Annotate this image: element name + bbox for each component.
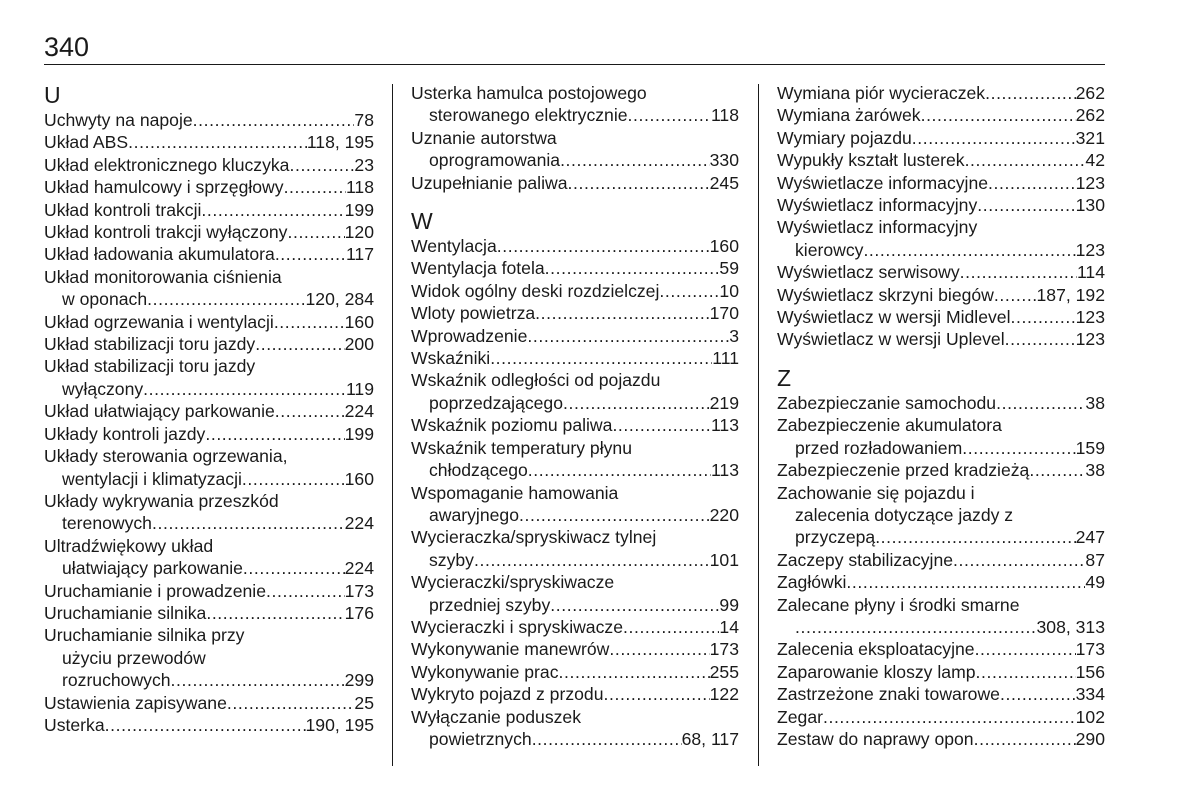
dot-leader: [275, 243, 346, 265]
entry-page-ref: 59: [719, 258, 739, 279]
index-entry: [777, 392, 1105, 414]
entry-page-ref: 299: [344, 670, 374, 691]
dot-leader: [623, 616, 719, 638]
entry-page-ref: 123: [1075, 307, 1105, 328]
entry-term: Wentylacja: [411, 236, 497, 257]
entry-page-ref: 14: [719, 616, 739, 637]
dot-leader: [975, 638, 1076, 660]
entry-term: Układ ABS: [44, 132, 129, 153]
dot-leader: [255, 333, 344, 355]
index-entry: [44, 490, 374, 535]
entry-page-ref: 23: [354, 154, 374, 175]
entry-page-ref: 321: [1075, 127, 1105, 148]
entry-term: przyczepą: [795, 527, 876, 548]
entry-page-ref: 330: [709, 150, 739, 171]
entry-text-line: Układ stabilizacji toru jazdy: [44, 356, 256, 377]
entry-page-ref: 120, 284: [305, 289, 374, 310]
dot-leader: [994, 284, 1037, 306]
section-letter: U: [44, 82, 61, 108]
dot-leader: [287, 221, 344, 243]
entry-text-line: Wyłączanie poduszek: [411, 706, 582, 727]
entry-term: Wykryto pojazd z przodu: [411, 684, 604, 705]
dot-leader: [962, 437, 1075, 459]
entry-term: Wyświetlacz skrzyni biegów: [777, 284, 994, 305]
entry-page-ref: 99: [719, 594, 739, 615]
entry-page-ref: 123: [1075, 172, 1105, 193]
entry-text-line: Wskaźnik odległości od pojazdu: [411, 370, 661, 391]
entry-term: Wloty powietrza: [411, 303, 536, 324]
index-entry: [777, 661, 1105, 683]
index-entry: [777, 149, 1105, 171]
entry-term: oprogramowania: [429, 150, 561, 171]
index-entry: [44, 714, 374, 736]
index-entry: [777, 706, 1105, 728]
entry-term: Układ kontroli trakcji: [44, 199, 202, 220]
index-entry: [777, 194, 1105, 216]
entry-page-ref: 290: [1075, 728, 1105, 749]
dot-leader: [545, 257, 720, 279]
entry-page-ref: 38: [1085, 392, 1105, 413]
entry-page-ref: 42: [1085, 150, 1105, 171]
index-entry: [44, 243, 374, 265]
entry-term: Układy kontroli jazdy: [44, 423, 206, 444]
entry-term: Układ elektronicznego kluczyka: [44, 154, 290, 175]
entry-text-line: Zachowanie się pojazdu i: [777, 482, 975, 503]
index-entry: [411, 347, 739, 369]
entry-term: Układ stabilizacji toru jazdy: [44, 334, 256, 355]
entry-term: kierowcy: [795, 239, 864, 260]
entry-term: wyłączony: [62, 378, 144, 399]
entry-term: chłodzącego: [429, 460, 528, 481]
dot-leader: [243, 557, 345, 579]
index-entry: [411, 616, 739, 638]
entry-page-ref: 173: [709, 639, 739, 660]
entry-term: Układ kontroli trakcji wyłączony: [44, 222, 288, 243]
dot-leader: [497, 235, 710, 257]
index-entry: [411, 369, 739, 414]
section-letter: W: [411, 208, 433, 235]
entry-page-ref: 262: [1075, 105, 1105, 126]
index-entry: [411, 257, 739, 279]
entry-page-ref: 101: [709, 549, 739, 570]
index-entry: [777, 638, 1105, 660]
dot-leader: [550, 594, 719, 616]
entry-term: Wycieraczki i spryskiwacze: [411, 616, 623, 637]
entry-term: Uchwyty na napoje: [44, 110, 193, 130]
entry-term: Widok ogólny deski rozdzielczej: [411, 280, 660, 301]
entry-term: Układ ładowania akumulatora: [44, 244, 275, 265]
entry-page-ref: 68, 117: [681, 728, 739, 749]
index-entry: [44, 445, 374, 490]
index-entry: [44, 400, 374, 422]
entry-text-line: Wspomaganie hamowania: [411, 482, 619, 503]
index-entry: [44, 580, 374, 602]
entry-term: Wyświetlacz w wersji Midlevel: [777, 307, 1011, 328]
page-number: 340: [44, 32, 90, 62]
index-section: [777, 365, 1105, 751]
dot-leader: [863, 239, 1075, 261]
index-entry: [777, 549, 1105, 571]
index-entry: [44, 355, 374, 400]
dot-leader: [921, 104, 1076, 126]
entry-term: Zagłówki: [777, 572, 847, 593]
entry-page-ref: 111: [712, 348, 739, 369]
column-divider-2: [758, 84, 759, 766]
index-entry: [44, 221, 374, 243]
entry-term: Wypukły kształt lusterek: [777, 150, 965, 171]
entry-page-ref: 200: [344, 334, 374, 355]
entry-text-line: Usterka hamulca postojowego: [411, 83, 647, 103]
index-entry: [411, 172, 739, 194]
dot-leader: [559, 661, 710, 683]
dot-leader: [147, 288, 305, 310]
dot-leader: [105, 714, 306, 736]
entry-term: Zabezpieczenie przed kradzieżą: [777, 460, 1030, 481]
index-entry: [777, 414, 1105, 459]
section-letter: Z: [777, 364, 792, 391]
index-entry: [777, 459, 1105, 481]
entry-text-line: Układ monitorowania ciśnienia: [44, 266, 282, 287]
dot-leader: [965, 149, 1086, 171]
index-entry: [411, 661, 739, 683]
entry-page-ref: 334: [1075, 684, 1105, 705]
dot-leader: [206, 602, 344, 624]
entry-page-ref: 3: [729, 325, 739, 346]
dot-leader: [474, 549, 710, 571]
entry-page-ref: 78: [354, 110, 374, 130]
index-entry: [411, 414, 739, 436]
dot-leader: [193, 109, 355, 131]
dot-leader: [528, 459, 711, 481]
entry-term: ułatwiający parkowanie: [62, 558, 243, 579]
entry-page-ref: 199: [344, 199, 374, 220]
entry-term: wentylacji i klimatyzacji: [62, 468, 242, 489]
entry-page-ref: 118: [345, 177, 374, 198]
index-entry: [411, 325, 739, 347]
entry-page-ref: 224: [344, 513, 374, 534]
entry-text-line: Układy sterowania ogrzewania,: [44, 446, 288, 467]
entry-page-ref: 173: [344, 580, 374, 601]
entry-term: Uruchamianie silnika: [44, 602, 207, 623]
entry-term: Uzupełnianie paliwa: [411, 172, 568, 193]
entry-text-line: Zalecane płyny i środki smarne: [777, 594, 1020, 615]
index-entry: [777, 172, 1105, 194]
dot-leader: [568, 172, 710, 194]
index-entry: [777, 328, 1105, 350]
index-section: [411, 82, 739, 194]
entry-term: Wskaźnik poziomu paliwa: [411, 415, 613, 436]
index-entry: [44, 131, 374, 153]
entry-term: terenowych: [62, 513, 152, 534]
index-entry: [777, 594, 1105, 639]
entry-term: Wyświetlacz informacyjny: [777, 195, 978, 216]
dot-leader: [823, 706, 1076, 728]
entry-term: Zaczepy stabilizacyjne: [777, 549, 954, 570]
entry-page-ref: 160: [709, 236, 739, 257]
dot-leader: [976, 661, 1076, 683]
entry-page-ref: 130: [1075, 195, 1105, 216]
index-column-2: [411, 82, 739, 750]
entry-term: awaryjnego: [429, 504, 519, 525]
entry-text-line: Wyświetlacz informacyjny: [777, 217, 978, 238]
entry-page-ref: 122: [709, 684, 739, 705]
entry-page-ref: 87: [1085, 549, 1105, 570]
entry-term: rozruchowych: [62, 670, 171, 691]
dot-leader: [519, 504, 710, 526]
entry-text-line: Wskaźnik temperatury płynu: [411, 437, 632, 458]
index-entry: [777, 482, 1105, 549]
entry-page-ref: 262: [1075, 83, 1105, 103]
entry-page-ref: 118, 195: [306, 132, 374, 153]
dot-leader: [996, 392, 1085, 414]
dot-leader: [977, 194, 1075, 216]
dot-leader: [953, 549, 1085, 571]
dot-leader: [266, 580, 345, 602]
entry-term: Zabezpieczanie samochodu: [777, 392, 997, 413]
dot-leader: [152, 512, 345, 534]
index-entry: [411, 638, 739, 660]
index-entry: [44, 199, 374, 221]
dot-leader: [275, 400, 345, 422]
entry-page-ref: 224: [344, 401, 374, 422]
index-entry: [44, 692, 374, 714]
entry-page-ref: 224: [344, 558, 374, 579]
index-entry: [44, 535, 374, 580]
entry-page-ref: 114: [1076, 262, 1105, 283]
entry-term: Zalecenia eksploatacyjne: [777, 639, 975, 660]
dot-leader: [974, 728, 1076, 750]
dot-leader: [128, 131, 307, 153]
entry-page-ref: 219: [709, 392, 739, 413]
entry-text-line: Zabezpieczenie akumulatora: [777, 415, 1002, 436]
dot-leader: [242, 468, 345, 490]
entry-term: przed rozładowaniem: [795, 437, 963, 458]
entry-term: Wyświetlacz w wersji Uplevel: [777, 329, 1005, 350]
index-entry: [411, 235, 739, 257]
index-section: [411, 208, 739, 750]
index-entry: [777, 127, 1105, 149]
entry-page-ref: 10: [719, 280, 739, 301]
index-entry: [777, 284, 1105, 306]
index-entry: [777, 104, 1105, 126]
index-column-1: [44, 82, 374, 736]
index-section: [777, 82, 1105, 351]
entry-term: Wentylacja fotela: [411, 258, 545, 279]
entry-term: sterowanego elektrycznie: [429, 105, 628, 126]
entry-term: Ustawienia zapisywane: [44, 692, 227, 713]
entry-term: Wymiary pojazdu: [777, 127, 912, 148]
dot-leader: [201, 199, 344, 221]
index-entry: [411, 571, 739, 616]
index-entry: [44, 176, 374, 198]
entry-page-ref: 118: [710, 105, 739, 126]
dot-leader: [1011, 306, 1076, 328]
dot-leader: [603, 683, 709, 705]
dot-leader: [560, 149, 710, 171]
entry-page-ref: 25: [354, 692, 374, 713]
index-entry: [777, 82, 1105, 104]
entry-term: przedniej szyby: [429, 594, 551, 615]
index-entry: [411, 280, 739, 302]
dot-leader: [795, 616, 1037, 638]
dot-leader: [985, 82, 1076, 104]
entry-term: Wskaźniki: [411, 348, 491, 369]
entry-page-ref: 160: [344, 311, 374, 332]
dot-leader: [988, 172, 1076, 194]
entry-page-ref: 123: [1075, 329, 1105, 350]
entry-page-ref: 220: [709, 504, 739, 525]
entry-term: Zegar: [777, 706, 823, 727]
entry-text-line: Uznanie autorstwa: [411, 127, 557, 148]
entry-term: Układ ogrzewania i wentylacji: [44, 311, 274, 332]
dot-leader: [527, 325, 729, 347]
dot-leader: [284, 176, 346, 198]
dot-leader: [846, 571, 1085, 593]
dot-leader: [490, 347, 712, 369]
entry-term: Uruchamianie i prowadzenie: [44, 580, 266, 601]
index-entry: [411, 82, 739, 127]
dot-leader: [289, 154, 354, 176]
entry-text-line: użyciu przewodów: [62, 647, 206, 668]
entry-page-ref: 173: [1075, 639, 1105, 660]
dot-leader: [171, 669, 345, 691]
entry-term: Zastrzeżone znaki towarowe: [777, 684, 1000, 705]
entry-term: w oponach: [62, 289, 148, 310]
entry-term: Wymiana piór wycieraczek: [777, 83, 986, 103]
index-entry: [44, 266, 374, 311]
entry-page-ref: 187, 192: [1036, 284, 1105, 305]
dot-leader: [227, 692, 355, 714]
dot-leader: [1005, 328, 1076, 350]
dot-leader: [628, 104, 711, 126]
dot-leader: [609, 638, 709, 660]
entry-page-ref: 113: [710, 415, 739, 436]
column-divider-1: [392, 84, 393, 766]
entry-text-line: Wycieraczka/spryskiwacz tylnej: [411, 527, 657, 548]
index-entry: [411, 482, 739, 527]
index-entry: [777, 216, 1105, 261]
dot-leader: [532, 728, 682, 750]
dot-leader: [1029, 459, 1085, 481]
entry-text-line: Uruchamianie silnika przy: [44, 625, 245, 646]
entry-page-ref: 119: [345, 378, 374, 399]
index-entry: [411, 526, 739, 571]
index-entry: [777, 261, 1105, 283]
entry-term: Wymiana żarówek: [777, 105, 921, 126]
entry-page-ref: 120: [344, 222, 374, 243]
entry-page-ref: 123: [1075, 239, 1105, 260]
entry-term: Wprowadzenie: [411, 325, 528, 346]
entry-page-ref: 255: [709, 661, 739, 682]
index-entry: [777, 571, 1105, 593]
entry-page-ref: 308, 313: [1036, 616, 1105, 637]
entry-term: szyby: [429, 549, 474, 570]
entry-page-ref: 245: [709, 172, 739, 193]
entry-page-ref: 38: [1085, 460, 1105, 481]
index-entry: [44, 109, 374, 131]
entry-page-ref: 159: [1075, 437, 1105, 458]
entry-term: poprzedzającego: [429, 392, 564, 413]
index-entry: [777, 683, 1105, 705]
index-entry: [777, 728, 1105, 750]
entry-page-ref: 113: [710, 460, 739, 481]
entry-page-ref: 247: [1075, 527, 1105, 548]
entry-page-ref: 176: [344, 602, 374, 623]
entry-term: Zaparowanie kloszy lamp: [777, 661, 976, 682]
entry-text-line: Wycieraczki/spryskiwacze: [411, 572, 615, 593]
dot-leader: [274, 311, 345, 333]
index-entry: [44, 333, 374, 355]
dot-leader: [563, 392, 710, 414]
entry-term: Zestaw do naprawy opon: [777, 728, 974, 749]
dot-leader: [535, 302, 709, 324]
index-section: [44, 82, 374, 736]
entry-page-ref: 170: [709, 303, 739, 324]
index-entry: [411, 706, 739, 751]
dot-leader: [612, 414, 711, 436]
index-entry: [411, 683, 739, 705]
index-entry: [44, 602, 374, 624]
entry-page-ref: 156: [1075, 661, 1105, 682]
entry-page-ref: 117: [345, 244, 374, 265]
dot-leader: [659, 280, 719, 302]
index-entry: [44, 423, 374, 445]
index-entry: [44, 311, 374, 333]
entry-text-line: Układy wykrywania przeszkód: [44, 490, 279, 511]
dot-leader: [875, 526, 1075, 548]
entry-page-ref: 190, 195: [305, 714, 374, 735]
entry-term: Wyświetlacze informacyjne: [777, 172, 989, 193]
entry-term: powietrznych: [429, 728, 532, 749]
entry-page-ref: 199: [344, 423, 374, 444]
entry-term: Wykonywanie manewrów: [411, 639, 610, 660]
dot-leader: [205, 423, 344, 445]
entry-term: Wyświetlacz serwisowy: [777, 262, 960, 283]
index-entry: [777, 306, 1105, 328]
entry-term: Układ hamulcowy i sprzęgłowy: [44, 177, 284, 198]
dot-leader: [960, 261, 1077, 283]
index-entry: [411, 302, 739, 324]
dot-leader: [1000, 683, 1076, 705]
index-column-3: [777, 82, 1105, 750]
index-entry: [411, 437, 739, 482]
dot-leader: [143, 378, 346, 400]
entry-page-ref: 102: [1075, 706, 1105, 727]
index-entry: [44, 624, 374, 691]
entry-page-ref: 160: [344, 468, 374, 489]
entry-term: Układ ułatwiający parkowanie: [44, 401, 275, 422]
entry-text-line: Ultradźwiękowy układ: [44, 535, 214, 556]
index-entry: [411, 127, 739, 172]
entry-term: Usterka: [44, 714, 105, 735]
entry-term: Wykonywanie prac: [411, 661, 559, 682]
index-entry: [44, 154, 374, 176]
entry-page-ref: 49: [1085, 572, 1105, 593]
entry-text-line: zalecenia dotyczące jazdy z: [795, 504, 1014, 525]
header-rule: [44, 64, 1105, 65]
dot-leader: [912, 127, 1076, 149]
